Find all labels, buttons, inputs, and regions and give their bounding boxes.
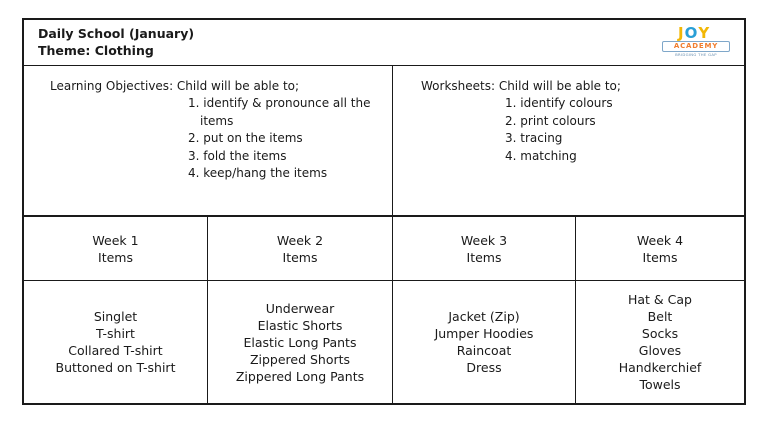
title-school: Daily School (January) <box>38 26 195 41</box>
week-sublabel: Items <box>466 249 502 265</box>
title-theme: Theme: Clothing <box>38 43 154 58</box>
list-item: Singlet <box>93 309 138 324</box>
logo-academy: ACADEMY <box>662 41 730 52</box>
list-item: Belt <box>647 309 673 324</box>
week-sublabel: Items <box>98 249 133 265</box>
list-item: 3. fold the items <box>188 148 287 163</box>
items-row <box>24 281 744 403</box>
learning-objectives-list <box>188 95 378 183</box>
week-1-items <box>24 281 208 403</box>
list-item: Socks <box>641 326 679 341</box>
week-4-header <box>576 217 744 280</box>
list-item: 4. matching <box>505 148 577 163</box>
header-row <box>24 20 744 66</box>
logo-tagline: BRIDGING THE GAP <box>675 52 717 57</box>
list-item: 4. keep/hang the items <box>188 166 328 180</box>
list-item: Elastic Shorts <box>257 317 343 333</box>
weeks-header-row <box>24 217 744 281</box>
week-3-header <box>393 217 576 280</box>
joy-academy-logo <box>658 26 734 58</box>
list-item: Buttoned on T-shirt <box>55 360 176 375</box>
week-sublabel: Items <box>282 249 318 265</box>
week-label: Week 1 <box>92 232 139 248</box>
list-item: Collared T-shirt <box>68 343 163 358</box>
list-item: Underwear <box>265 300 335 316</box>
week-label: Week 4 <box>636 232 684 248</box>
list-item: Zippered Shorts <box>249 351 351 367</box>
list-item: Jumper Hoodies <box>434 326 534 341</box>
logo-letter-o: O <box>684 24 699 42</box>
list-item: 1. identify colours <box>505 96 613 110</box>
week-1-header <box>24 217 208 280</box>
list-item: Handkerchief <box>618 360 702 375</box>
week-2-items <box>208 281 393 403</box>
week-3-items <box>393 281 576 403</box>
list-item: Elastic Long Pants <box>243 334 357 350</box>
list-item: Raincoat <box>456 343 512 358</box>
list-item: Towels <box>639 377 681 392</box>
lesson-plan-table <box>22 18 746 405</box>
list-item: 3. tracing <box>505 131 563 145</box>
logo-joy <box>678 24 710 42</box>
logo-letter-y: Y <box>698 24 711 42</box>
learning-objectives-heading: Learning Objectives: Child will be able to; <box>50 79 300 93</box>
week-4-items <box>576 281 744 403</box>
list-item: Gloves <box>638 343 682 358</box>
week-label: Week 2 <box>276 232 324 248</box>
list-item: 1. identify & pronounce all the items <box>188 96 371 128</box>
list-item: Zippered Long Pants <box>235 368 365 384</box>
list-item: Hat & Cap <box>628 292 692 307</box>
list-item: Jacket (Zip) <box>448 309 520 324</box>
worksheets-list <box>505 95 613 165</box>
learning-objectives-cell <box>24 66 393 215</box>
page-title <box>38 25 194 59</box>
worksheets-cell <box>393 66 744 215</box>
week-label: Week 3 <box>460 232 508 248</box>
week-2-header <box>208 217 393 280</box>
worksheets-heading: Worksheets: Child will be able to; <box>421 79 621 93</box>
list-item: 2. put on the items <box>188 131 303 145</box>
list-item: 2. print colours <box>505 113 596 128</box>
list-item: Dress <box>466 360 502 375</box>
logo-letter-j: J <box>678 24 685 42</box>
objectives-row <box>24 66 744 217</box>
list-item: T-shirt <box>96 326 135 341</box>
week-sublabel: Items <box>642 249 678 265</box>
